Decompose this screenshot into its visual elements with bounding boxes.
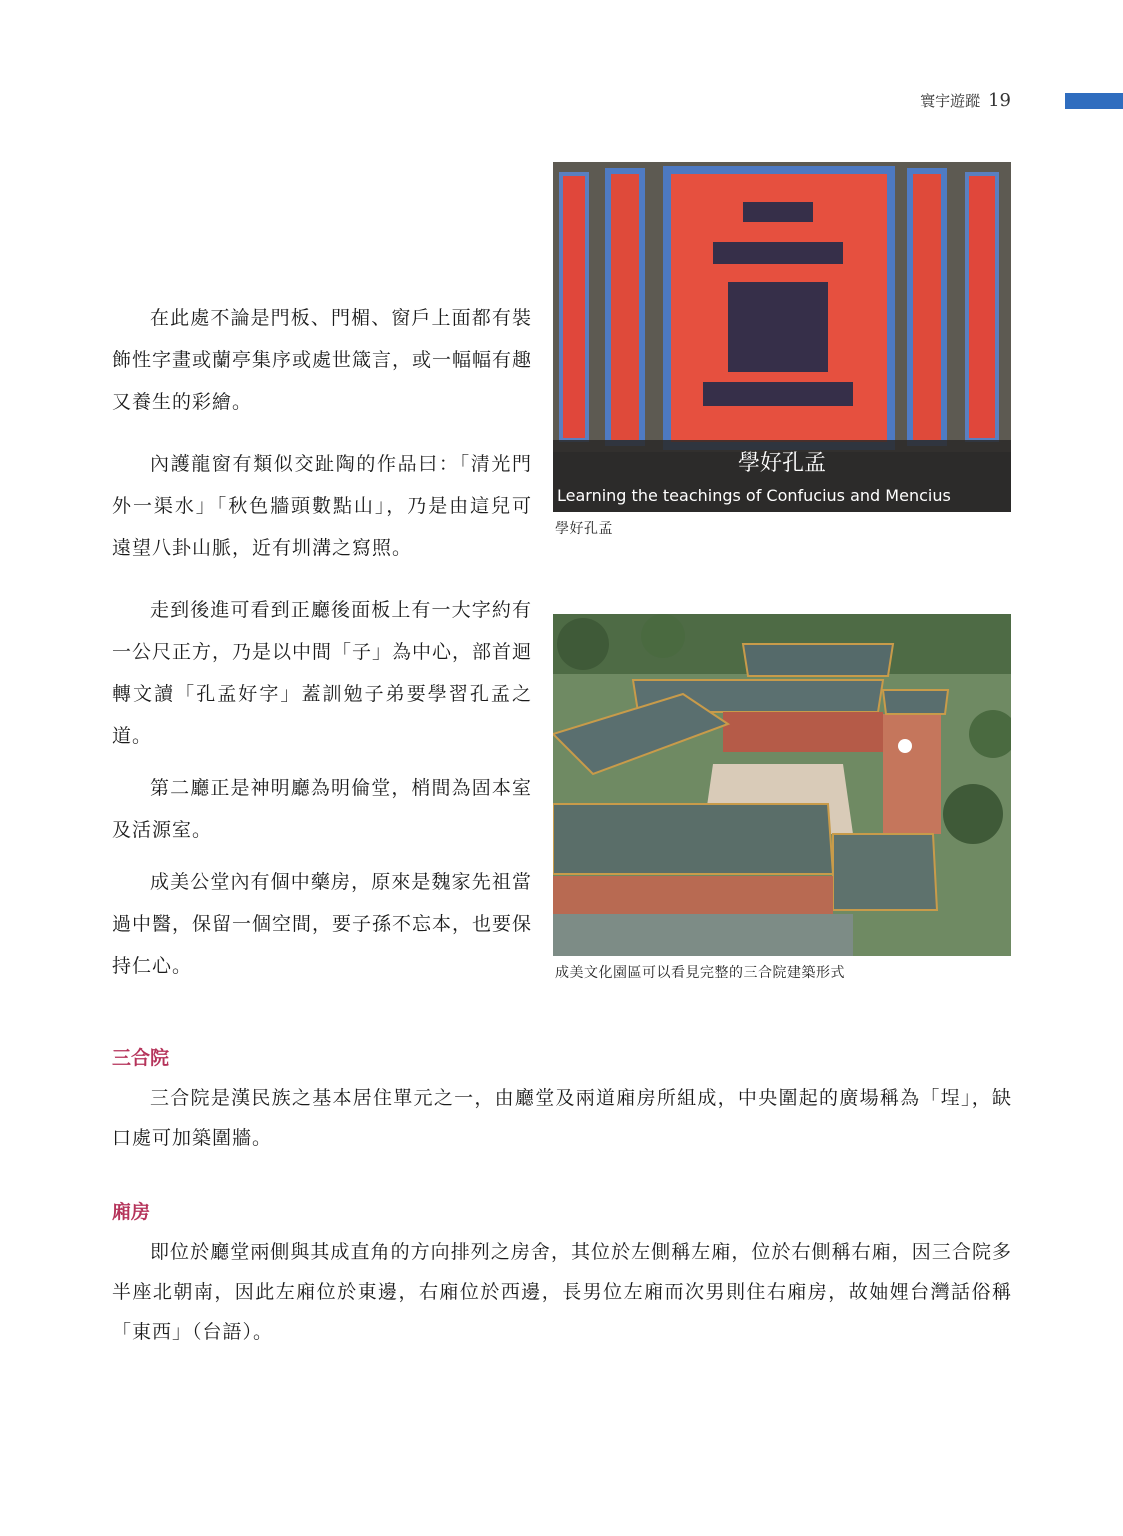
paragraph: 第二廳正是神明廳為明倫堂，梢間為固本室及活源室。 bbox=[112, 777, 532, 841]
plaque-overlay-title: 學好孔孟 bbox=[737, 451, 827, 476]
page-number: 19 bbox=[988, 90, 1011, 111]
section-sanheyuan bbox=[112, 1043, 1012, 1158]
figure-caption: 學好孔孟 bbox=[555, 521, 613, 537]
section-heading: 三合院 bbox=[112, 1047, 170, 1069]
courtyard-aerial-photo bbox=[553, 614, 1011, 956]
section-body: 三合院是漢民族之基本居住單元之一，由廳堂及兩道廂房所組成，中央圍起的廣場稱為「埕」，缺口處可加築圍牆。 bbox=[112, 1087, 1012, 1149]
plaque-overlay-subtitle: Learning the teachings of Confucius and Mencius bbox=[557, 486, 951, 505]
calligraphy-plaque-photo bbox=[553, 162, 1011, 512]
chapter-tab-bar bbox=[1065, 93, 1123, 109]
section-xiangfang bbox=[112, 1197, 1012, 1352]
section-heading: 廂房 bbox=[112, 1201, 151, 1223]
paragraph: 在此處不論是門板、門楣、窗戶上面都有裝飾性字畫或蘭亭集序或處世箴言，或一幅幅有趣又養生的彩繪。 bbox=[112, 307, 533, 413]
book-title: 寰宇遊蹤 bbox=[920, 92, 981, 110]
left-column-text bbox=[112, 297, 532, 997]
paragraph: 內護龍窗有類似交趾陶的作品曰：「清光門外一渠水」「秋色牆頭數點山」，乃是由這兒可遠望八卦山脈，近有圳溝之寫照。 bbox=[112, 453, 532, 559]
running-header bbox=[920, 90, 1011, 111]
figure-caption: 成美文化園區可以看見完整的三合院建築形式 bbox=[555, 965, 845, 981]
paragraph: 成美公堂內有個中藥房，原來是魏家先祖當過中醫，保留一個空間，要子孫不忘本，也要保持仁心。 bbox=[112, 871, 533, 977]
paragraph: 走到後進可看到正廳後面板上有一大字約有一公尺正方，乃是以中間「子」為中心，部首迴轉文讀「孔孟好字」蓋訓勉子弟要學習孔孟之道。 bbox=[112, 599, 533, 747]
section-body: 即位於廳堂兩側與其成直角的方向排列之房舍，其位於左側稱左廂，位於右側稱右廂，因三合院多半座北朝南，因此左廂位於東邊，右廂位於西邊，長男位左廂而次男則住右廂房，故妯娌台灣話俗稱「東西」（台語）。 bbox=[112, 1241, 1012, 1343]
